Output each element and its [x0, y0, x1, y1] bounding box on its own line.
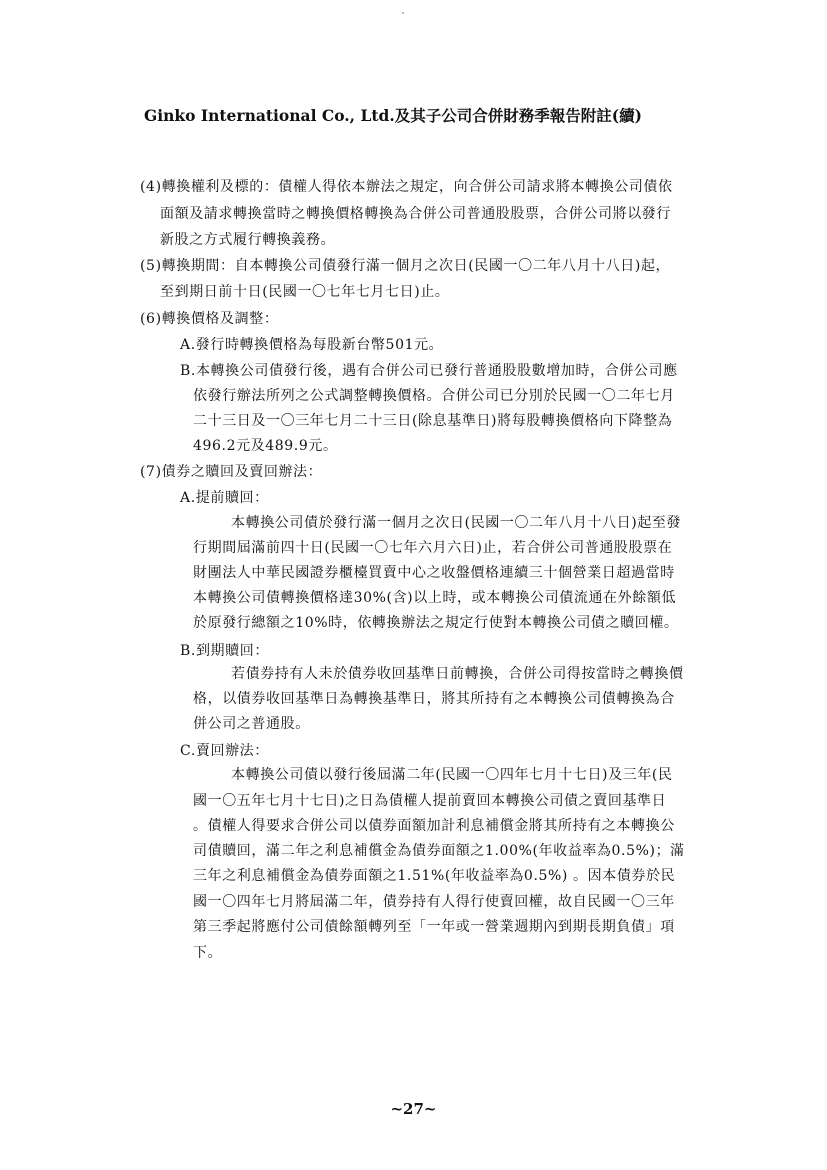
item7-heading: (7)債券之贖回及賣回辦法：: [140, 464, 323, 480]
item7-a-heading: A.提前贖回：: [180, 490, 269, 506]
item4-line-1: (4)轉換權利及標的：債權人得依本辦法之規定，向合併公司請求將本轉換公司債依: [140, 179, 673, 195]
item7-c-heading: C.賣回辦法：: [180, 743, 269, 759]
page-header: Ginko International Co., Ltd.及其子公司合併財務季報告附註(續): [144, 106, 642, 125]
item7-b-line-3: 併公司之普通股。: [193, 716, 310, 732]
item4-line-3: 新股之方式履行轉換義務。: [160, 232, 336, 248]
item6-b-line-1: B.本轉換公司債發行後，遇有合併公司已發行普通股股數增加時，合併公司應: [180, 363, 678, 379]
item7-b-line-1: 若債券持有人未於債券收回基準日前轉換，合併公司得按當時之轉換價: [231, 666, 684, 682]
item6-b-line-3: 二十三日及一〇三年七月二十三日(除息基準日)將每股轉換價格向下降整為: [193, 413, 673, 429]
page-number: ~27~: [390, 1100, 437, 1118]
item5-line-2: 至到期日前十日(民國一〇七年七月七日)止。: [160, 284, 450, 300]
item7-c-line-1: 本轉換公司債以發行後屆滿二年(民國一〇四年七月十七日)及三年(民: [231, 767, 673, 783]
item7-c-line-5: 三年之利息補償金為債券面額之1.51%(年收益率為0.5%) 。因本債券於民: [193, 868, 676, 884]
scan-speck: [402, 12, 404, 14]
item7-b-heading: B.到期贖回：: [180, 643, 269, 659]
item6-a: A.發行時轉換價格為每股新台幣501元。: [180, 337, 444, 353]
item7-a-line-5: 於原發行總額之10%時，依轉換辦法之規定行使對本轉換公司債之贖回權。: [193, 615, 679, 631]
item7-b-line-2: 格，以債券收回基準日為轉換基準日，將其所持有之本轉換公司債轉換為合: [193, 691, 675, 707]
item7-c-line-7: 第三季起將應付公司債餘額轉列至「一年或一營業週期內到期長期負債」項: [193, 919, 675, 935]
item7-c-line-6: 國一〇四年七月將屆滿二年，債券持有人得行使賣回權，故自民國一〇三年: [193, 894, 675, 910]
item6-b-line-2: 依發行辦法所列之公式調整轉換價格。合併公司已分別於民國一〇二年七月: [193, 388, 675, 404]
item7-a-line-3: 財團法人中華民國證券櫃檯買賣中心之收盤價格連續三十個營業日超過當時: [193, 565, 675, 581]
item7-c-line-4: 司債贖回，滿二年之利息補償金為債券面額之1.00%(年收益率為0.5%)；滿: [193, 843, 685, 859]
item6-b-line-4: 496.2元及489.9元。: [193, 438, 338, 454]
item7-a-line-4: 本轉換公司債轉換價格達30%(含)以上時，或本轉換公司債流通在外餘額低: [193, 590, 677, 606]
item7-c-line-8: 下。: [193, 945, 223, 961]
item7-a-line-2: 行期間屆滿前四十日(民國一〇七年六月六日)止，若合併公司普通股股票在: [193, 540, 673, 556]
item7-c-line-2: 國一〇五年七月十七日)之日為債權人提前賣回本轉換公司債之賣回基準日: [193, 793, 667, 809]
item7-a-line-1: 本轉換公司債於發行滿一個月之次日(民國一〇二年八月十八日)起至發: [231, 515, 682, 531]
item7-c-line-3: 。債權人得要求合併公司以債券面額加計利息補償金將其所持有之本轉換公: [193, 818, 675, 834]
item5-line-1: (5)轉換期間：自本轉換公司債發行滿一個月之次日(民國一〇二年八月十八日)起，: [140, 258, 671, 274]
item4-line-2: 面額及請求轉換當時之轉換價格轉換為合併公司普通股股票，合併公司將以發行: [160, 206, 671, 222]
item6-heading: (6)轉換價格及調整：: [140, 311, 279, 327]
